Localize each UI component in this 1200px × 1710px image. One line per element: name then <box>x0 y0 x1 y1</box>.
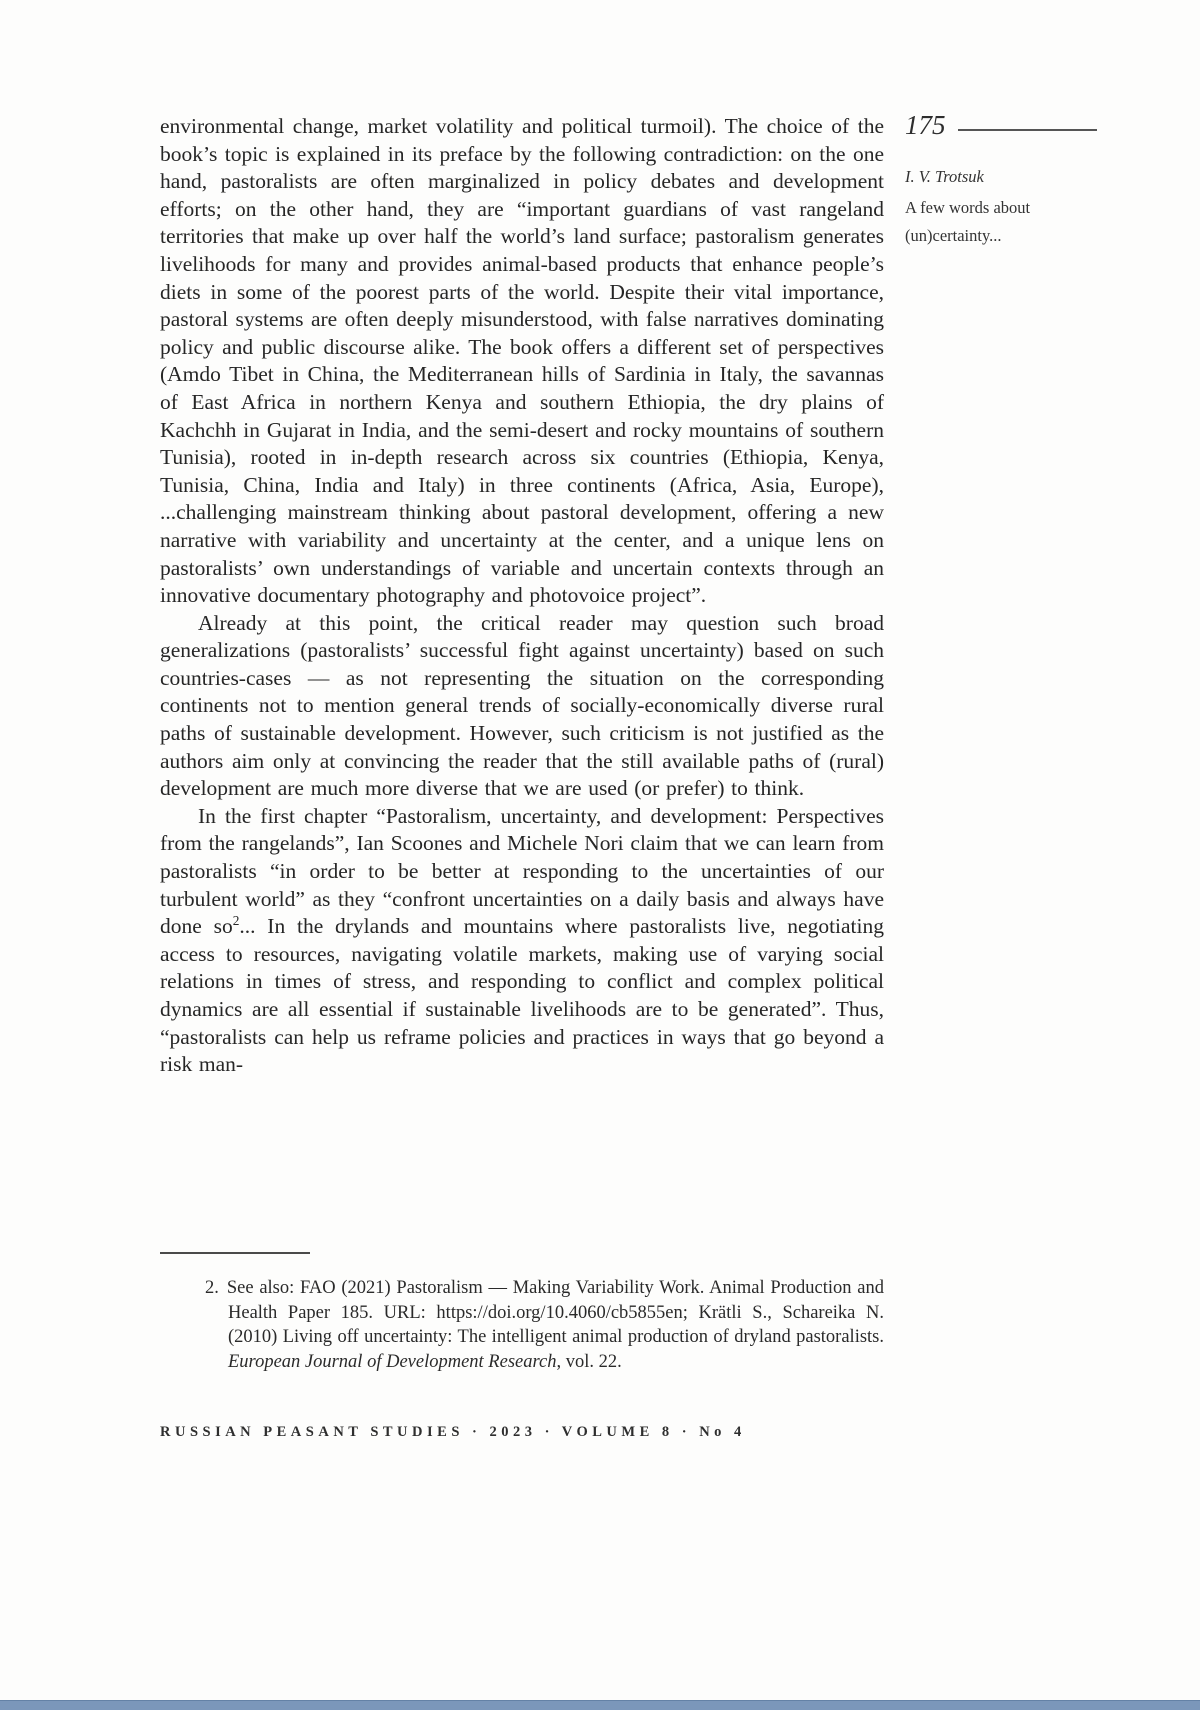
running-title-line-1: A few words about <box>905 198 1031 217</box>
running-title-line-2: (un)certainty... <box>905 226 1002 245</box>
footnote-block <box>160 1252 884 1374</box>
footnote-text: , vol. 22. <box>556 1351 622 1372</box>
journal-footer: RUSSIAN PEASANT STUDIES · 2023 · VOLUME 8 · No 4 <box>160 1424 746 1440</box>
page-number-row <box>905 110 1097 141</box>
footnote-number: 2. <box>205 1278 219 1298</box>
margin-column <box>905 110 1097 250</box>
footnote-marker: 2 <box>232 913 240 929</box>
page-number-rule <box>958 129 1098 131</box>
body-text-column <box>160 113 884 1079</box>
window-edge-bar <box>0 1700 1200 1710</box>
body-paragraph-first-chapter <box>160 803 884 1079</box>
running-author: I. V. Trotsuk <box>905 167 984 186</box>
footnote-journal-title: European Journal of Development Research <box>228 1351 557 1372</box>
footnote <box>160 1276 884 1374</box>
body-paragraph-continuation: environmental change, market volatility and political turmoil). The choice of the book’s topic is explained in its preface by the following contradiction: on the one hand, pastoralists are often marginalized in policy debates and development efforts; on the other hand, they are “important guardians of vast rangeland territories that make up over half the world’s land surface; pastoralism generates livelihoods for many and provides animal-based products that enhance people’s diets in some of the poorest parts of the world. Despite their vital importance, pastoral systems are often deeply misunderstood, with false narratives dominating policy and public discourse alike. The book offers a different set of perspectives (Amdo Tibet in China, the Mediterranean hills of Sardinia in Italy, the savannas of East Africa in northern Kenya and southern Ethiopia, the dry plains of Kachchh in Gujarat in India, and the semi-desert and rocky mountains of southern Tunisia), rooted in in-depth research across six countries (Ethiopia, Kenya, Tunisia, China, India and Italy) in three continents (Africa, Asia, Europe), ...challenging mainstream thinking about pastoral development, offering a new narrative with variability and uncertainty at the center, and a unique lens on pastoralists’ own understandings of variable and uncertain contexts through an innovative documentary photography and photovoice project”. <box>160 114 884 608</box>
footnote-divider <box>160 1252 310 1254</box>
page-number: 175 <box>905 110 946 140</box>
body-paragraph-critical-reader: Already at this point, the critical reader may question such broad generalizations (pastoralists’ successful fight against uncertainty) based on such countries-cases — as not representing the situation on the corresponding continents not to mention general trends of socially-economically diverse rural paths of sustainable development. However, such criticism is not justified as the authors aim only at convincing the reader that the still available paths of (rural) development are much more diverse that we are used (or prefer) to think. <box>160 610 884 801</box>
footnote-text: See also: FAO (2021) Pastoralism — Making Variability Work. Animal Production and Health Paper 185. URL: https://doi.org/10.4060/cb5855en; Krätli S., Schareika N. (2010) Living off uncertainty: The intelligent animal production of dryland pastoralists. <box>226 1278 884 1348</box>
paragraph-text: ... In the drylands and mountains where pastoralists live, negotiating access to resources, navigating volatile markets, making use of varying social relations in times of stress, and responding to conflict and complex political dynamics are all essential if sustainable livelihoods are to be generated”. Thus, “pastoralists can help us reframe policies and practices in ways that go beyond a risk man- <box>160 914 884 1077</box>
paragraph-text: In the first chapter “Pastoralism, uncertainty, and development: Perspectives from the rangelands”, Ian Scoones and Michele Nori claim that we can learn from pastoralists “in order to be better at responding to the uncertainties of our turbulent world” as they “confront uncertainties on a daily basis and always have done so <box>160 803 884 939</box>
